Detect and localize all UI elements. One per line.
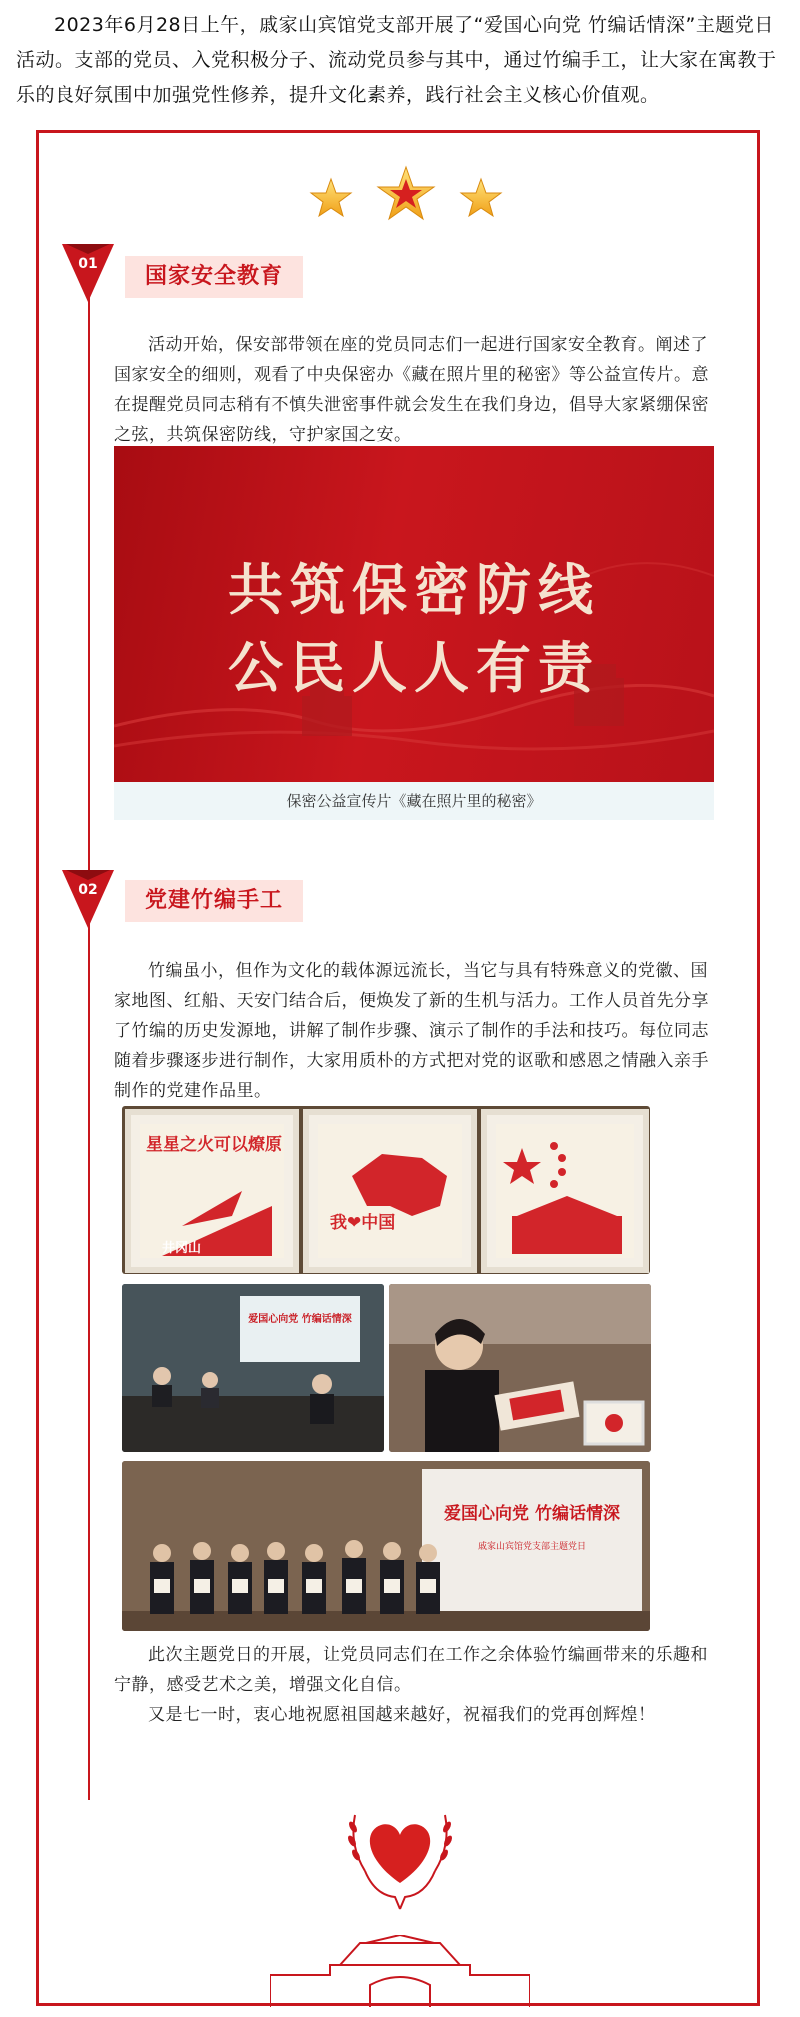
star-icon: [461, 179, 501, 216]
closing-paragraph-1: 此次主题党日的开展，让党员同志们在工作之余体验竹编画带来的乐趣和宁静，感受艺术之美，增强文化自信。: [114, 1645, 708, 1695]
section-marker-02: [60, 866, 116, 930]
section-title-bamboo-craft: 党建竹编手工: [125, 880, 303, 922]
star-icon: [311, 179, 351, 216]
group-photo: [122, 1461, 650, 1631]
banner-line-1: 共筑保密防线: [227, 557, 600, 622]
meeting-room-photo: [122, 1284, 384, 1452]
image-caption: 保密公益宣传片《藏在照片里的秘密》: [114, 782, 714, 820]
section-number: 01: [78, 256, 98, 272]
svg-text:爱国心向党 竹编话情深: 爱国心向党 竹编话情深: [248, 1314, 352, 1325]
section-title-national-security: 国家安全教育: [125, 256, 303, 298]
svg-text:星星之火可以燎原: 星星之火可以燎原: [146, 1135, 282, 1155]
svg-text:我❤中国: 我❤中国: [330, 1213, 396, 1233]
intro-paragraph: 2023年6月28日上午，戚家山宾馆党支部开展了“爱国心向党 竹编话情深”主题党日活动。支部的党员、入党积极分子、流动党员参与其中，通过竹编手工，让大家在寓教于乐的良好氛围中加强党性修养，提升文化素养，践行社会主义核心价值观。: [16, 14, 777, 106]
svg-text:戚家山宾馆党支部主题党日: 戚家山宾馆党支部主题党日: [477, 1542, 587, 1552]
security-banner-image: [114, 446, 714, 782]
stars-decoration: [306, 165, 506, 233]
heart-hands-icon: [335, 1805, 465, 1915]
gate-decoration: [270, 1935, 530, 2007]
svg-text:爱国心向党 竹编话情深: 爱国心向党 竹编话情深: [444, 1504, 620, 1524]
crafting-closeup-photo: [389, 1284, 651, 1452]
timeline-line: [88, 270, 90, 1800]
bamboo-crafts-photo: [122, 1106, 650, 1274]
section-number: 02: [78, 882, 98, 898]
svg-text:井冈山: 井冈山: [162, 1241, 202, 1256]
closing-paragraph-2: 又是七一时，衷心地祝愿祖国越来越好，祝福我们的党再创辉煌！: [148, 1705, 656, 1725]
section-marker-01: [60, 240, 116, 304]
section1-paragraph: 活动开始，保安部带领在座的党员同志们一起进行国家安全教育。阐述了国家安全的细则，观看了中央保密办《藏在照片里的秘密》等公益宣传片。意在提醒党员同志稍有不慎失泄密事件就会发生在我们身边，倡导大家紧绷保密之弦，共筑保密防线，守护家国之安。: [114, 335, 709, 445]
banner-line-2: 公民人人有责: [227, 635, 600, 700]
section2-paragraph: 竹编虽小，但作为文化的载体源远流长，当它与具有特殊意义的党徽、国家地图、红船、天安门结合后，便焕发了新的生机与活力。工作人员首先分享了竹编的历史发源地，讲解了制作步骤、演示了制作的手法和技巧。每位同志随着步骤逐步进行制作，大家用质朴的方式把对党的讴歌和感恩之情融入亲手制作的党建作品里。: [114, 961, 709, 1101]
